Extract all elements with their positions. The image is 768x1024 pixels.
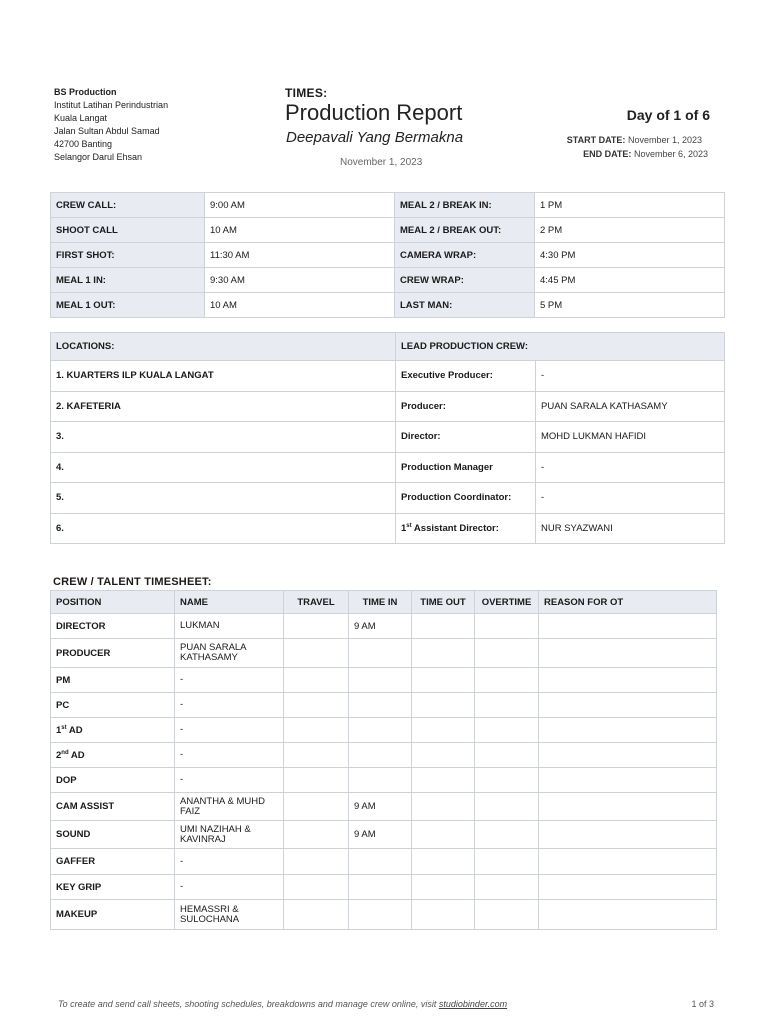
day-counter: Day of 1 of 6 [626,107,710,123]
times-label: TIMES: [285,86,328,100]
timesheet-column-header: TIME OUT [412,591,475,614]
crew-role-text: Director: [401,431,441,443]
timesheet-reason [539,768,717,793]
time-label: CREW WRAP: [395,268,535,293]
location-cell: 4. [51,452,396,483]
timesheet-time-in [349,693,412,718]
timesheet-name: - [175,849,284,875]
crew-role [396,361,536,392]
lead-crew-header: LEAD PRODUCTION CREW: [396,333,725,361]
location-row [51,513,725,544]
crew-name: PUAN SARALA KATHASAMY [536,391,725,422]
crew-role-text: Production Coordinator: [401,492,512,504]
timesheet-header-row [51,591,717,614]
crew-role-text: Executive Producer: [401,370,493,382]
location-row [51,361,725,392]
project-title: Deepavali Yang Bermakna [286,129,464,146]
timesheet-column-header: POSITION [51,591,175,614]
crew-role-text: Producer: [401,400,446,412]
timesheet-travel [284,849,349,875]
timesheet-overtime [475,614,539,639]
position-text: PRODUCER [56,647,111,659]
position-text: PM [56,674,71,686]
timesheet-position [51,693,175,718]
company-name: BS Production [54,87,117,97]
timesheet-name: - [175,693,284,718]
company-info [54,86,168,164]
position-text: SOUND [56,829,91,840]
timesheet-time-in [349,639,412,668]
crew-role [396,483,536,514]
timesheet-travel [284,768,349,793]
timesheet-name: - [175,875,284,900]
timesheet-time-in [349,849,412,875]
timesheet-reason [539,693,717,718]
timesheet-column-header: TRAVEL [284,591,349,614]
timesheet-column-header: NAME [175,591,284,614]
timesheet-overtime [475,668,539,693]
timesheet-travel [284,793,349,821]
position-text: GAFFER [56,856,96,867]
timesheet-name: - [175,768,284,793]
crew-role-suffix: st [406,522,412,529]
timesheet-row [51,793,717,821]
address-line: 42700 Banting [54,139,113,149]
timesheet-column-header: TIME IN [349,591,412,614]
start-date-label: START DATE: [566,135,626,145]
location-row [51,391,725,422]
timesheet-name: HEMASSRI & SULOCHANA [175,900,284,930]
crew-name: - [536,452,725,483]
timesheet-position [51,875,175,900]
timesheet-time-out [412,668,475,693]
time-label: CREW CALL: [51,193,205,218]
timesheet-position [51,900,175,930]
timesheet-time-in [349,900,412,930]
time-value: 10 AM [205,218,395,243]
timesheet-time-out [412,693,475,718]
timesheet-time-in: 9 AM [349,821,412,849]
timesheet-reason [539,614,717,639]
date-range [566,133,708,161]
times-row [51,193,725,218]
position-text: AD [66,724,83,736]
crew-name: MOHD LUKMAN HAFIDI [536,422,725,453]
crew-role [396,513,536,544]
timesheet-row [51,768,717,793]
address-line: Kuala Langat [54,113,108,123]
timesheet-reason [539,875,717,900]
footer-text: To create and send call sheets, shooting schedules, breakdowns and manage crew online, visit [58,999,439,1009]
time-label: LAST MAN: [395,293,535,318]
timesheet-time-in [349,743,412,768]
location-cell: 3. [51,422,396,453]
position-text: PC [56,699,70,711]
studiobinder-link[interactable]: studiobinder.com [438,999,508,1009]
time-value: 1 PM [535,193,725,218]
time-value: 5 PM [535,293,725,318]
position-num: 2 [56,749,62,761]
timesheet-overtime [475,875,539,900]
locations-table [50,332,725,544]
timesheet-position [51,793,175,821]
address-line: Selangor Darul Ehsan [54,152,143,162]
crew-role [396,422,536,453]
time-label: MEAL 2 / BREAK OUT: [395,218,535,243]
timesheet-time-in [349,668,412,693]
times-table [50,192,725,318]
timesheet-position [51,718,175,743]
time-value: 9:30 AM [205,268,395,293]
crew-role-num: 1 [401,522,407,534]
position-text: AD [68,749,85,761]
timesheet-row [51,668,717,693]
timesheet-overtime [475,793,539,821]
timesheet-time-in [349,875,412,900]
report-date: November 1, 2023 [340,157,423,168]
timesheet-position [51,821,175,849]
timesheet-position [51,614,175,639]
timesheet-table [50,590,717,930]
location-cell: 6. [51,513,396,544]
timesheet-time-out [412,849,475,875]
timesheet-row [51,639,717,668]
time-label: CAMERA WRAP: [395,243,535,268]
timesheet-column-header: REASON FOR OT [539,591,717,614]
location-cell: 1. KUARTERS ILP KUALA LANGAT [51,361,396,392]
crew-name: - [536,483,725,514]
footer-note [58,999,507,1009]
crew-name: NUR SYAZWANI [536,513,725,544]
timesheet-position [51,849,175,875]
timesheet-row [51,718,717,743]
time-label: SHOOT CALL [51,218,205,243]
location-row [51,452,725,483]
timesheet-row [51,743,717,768]
timesheet-overtime [475,768,539,793]
page-title: Production Report [285,100,463,125]
timesheet-position [51,639,175,668]
position-suffix: nd [61,749,69,756]
timesheet-row [51,849,717,875]
timesheet-time-out [412,875,475,900]
position-text: KEY GRIP [56,881,102,893]
timesheet-travel [284,639,349,668]
timesheet-reason [539,743,717,768]
page-number: 1 of 3 [691,999,714,1009]
timesheet-reason [539,718,717,743]
timesheet-overtime [475,900,539,930]
timesheet-overtime [475,743,539,768]
timesheet-position [51,743,175,768]
address-line: Jalan Sultan Abdul Samad [54,126,160,136]
timesheet-time-in: 9 AM [349,614,412,639]
end-date-label: END DATE: [583,149,632,159]
timesheet-time-out [412,793,475,821]
timesheet-reason [539,668,717,693]
timesheet-overtime [475,693,539,718]
timesheet-time-in: 9 AM [349,793,412,821]
timesheet-name: LUKMAN [175,614,284,639]
times-row [51,293,725,318]
timesheet-travel [284,668,349,693]
address-line: Institut Latihan Perindustrian [54,100,169,110]
timesheet-row [51,821,717,849]
crew-role [396,452,536,483]
crew-name: - [536,361,725,392]
timesheet-travel [284,718,349,743]
timesheet-name: - [175,668,284,693]
times-row [51,243,725,268]
start-date: November 1, 2023 [627,135,702,145]
timesheet-name: - [175,743,284,768]
time-value: 2 PM [535,218,725,243]
position-suffix: st [61,724,67,731]
time-value: 11:30 AM [205,243,395,268]
location-cell: 5. [51,483,396,514]
time-label: MEAL 1 IN: [51,268,205,293]
timesheet-time-out [412,768,475,793]
timesheet-name: PUAN SARALA KATHASAMY [175,639,284,668]
timesheet-time-out [412,743,475,768]
timesheet-row [51,693,717,718]
timesheet-time-out [412,614,475,639]
position-text: MAKEUP [56,909,98,920]
timesheet-overtime [475,849,539,875]
timesheet-reason [539,821,717,849]
time-value: 4:45 PM [535,268,725,293]
timesheet-time-out [412,821,475,849]
timesheet-overtime [475,821,539,849]
timesheet-travel [284,614,349,639]
position-text: CAM ASSIST [56,801,115,812]
locations-header: LOCATIONS: [51,333,396,361]
timesheet-name: - [175,718,284,743]
timesheet-time-in [349,768,412,793]
timesheet-title: CREW / TALENT TIMESHEET: [53,576,212,588]
timesheet-travel [284,900,349,930]
timesheet-reason [539,900,717,930]
timesheet-name: UMI NAZIHAH & KAVINRAJ [175,821,284,849]
timesheet-position [51,668,175,693]
location-cell: 2. KAFETERIA [51,391,396,422]
timesheet-reason [539,849,717,875]
timesheet-row [51,900,717,930]
time-label: MEAL 1 OUT: [51,293,205,318]
timesheet-travel [284,875,349,900]
timesheet-travel [284,743,349,768]
timesheet-travel [284,821,349,849]
location-row [51,483,725,514]
timesheet-overtime [475,718,539,743]
times-row [51,268,725,293]
timesheet-reason [539,793,717,821]
locations-header-row [51,333,725,361]
times-row [51,218,725,243]
timesheet-time-in [349,718,412,743]
time-value: 4:30 PM [535,243,725,268]
position-num: 1 [56,724,62,736]
crew-role [396,391,536,422]
time-label: FIRST SHOT: [51,243,205,268]
time-value: 9:00 AM [205,193,395,218]
end-date: November 6, 2023 [633,149,708,159]
timesheet-name: ANANTHA & MUHD FAIZ [175,793,284,821]
timesheet-reason [539,639,717,668]
timesheet-row [51,614,717,639]
crew-role-text: Assistant Director: [411,522,499,534]
timesheet-time-out [412,900,475,930]
timesheet-position [51,768,175,793]
crew-role-text: Production Manager [401,461,493,473]
timesheet-overtime [475,639,539,668]
time-value: 10 AM [205,293,395,318]
location-row [51,422,725,453]
timesheet-travel [284,693,349,718]
timesheet-time-out [412,639,475,668]
position-text: DOP [56,774,77,786]
timesheet-row [51,875,717,900]
time-label: MEAL 2 / BREAK IN: [395,193,535,218]
position-text: DIRECTOR [56,620,106,632]
timesheet-time-out [412,718,475,743]
timesheet-column-header: OVERTIME [475,591,539,614]
